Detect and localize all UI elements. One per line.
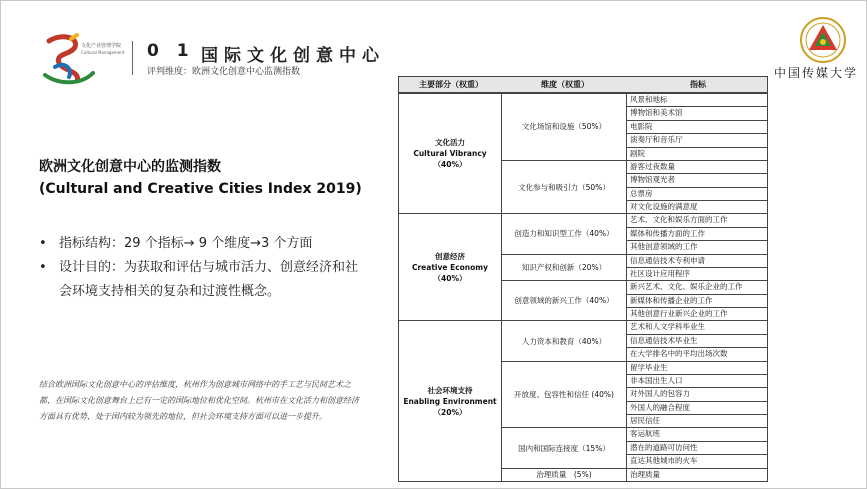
bullet-dot-icon: • bbox=[39, 236, 47, 251]
header-divider bbox=[132, 41, 133, 75]
section-weight: （40%） bbox=[433, 273, 467, 283]
indicator-cell: 治理质量 bbox=[626, 468, 768, 482]
indicator-cell: 在大学排名中的平均出场次数 bbox=[626, 347, 768, 361]
section-number: 0 1 bbox=[147, 41, 195, 61]
indicator-cell: 艺术和人文学科毕业生 bbox=[626, 320, 768, 334]
bullet-item bbox=[39, 232, 369, 256]
indicator-cell: 外国人的融合程度 bbox=[626, 401, 768, 415]
indicator-cell: 对外国人的包容力 bbox=[626, 387, 768, 401]
svg-text:文化产业管理学院: 文化产业管理学院 bbox=[81, 43, 122, 49]
section-name-en: Cultural Vibrancy bbox=[413, 149, 487, 159]
dimension-cell: 国内和国际连接度（15%） bbox=[501, 427, 627, 468]
section-name-cn: 社会环境支持 bbox=[427, 385, 473, 395]
dimension-cell: 人力资本和教育（40%） bbox=[501, 320, 627, 361]
indicator-cell: 游客过夜数量 bbox=[626, 160, 768, 174]
content-title-en: (Cultural and Creative Cities Index 2019) bbox=[39, 181, 362, 197]
dimension-cell: 知识产权和创新（20%） bbox=[501, 254, 627, 282]
indicator-cell: 其他创意行业新兴企业的工作 bbox=[626, 307, 768, 321]
university-name: 中国传媒大学 bbox=[774, 66, 859, 80]
indicator-cell: 潜在的道路可访问性 bbox=[626, 441, 768, 455]
dimension-cell: 文化场馆和设施（50%） bbox=[501, 93, 627, 161]
section-cell bbox=[398, 320, 502, 482]
bullet-list bbox=[39, 232, 369, 304]
bullet-text: 设计目的：为获取和评估与城市活力、创意经济和社会环境支持相关的复杂和过渡性概念。 bbox=[59, 260, 359, 299]
section-name-en: Enabling Environment bbox=[403, 396, 497, 406]
indicator-cell: 非本国出生人口 bbox=[626, 374, 768, 388]
section-name-en: Creative Economy bbox=[411, 262, 488, 272]
section-weight: （20%） bbox=[433, 407, 467, 417]
indicator-cell: 新兴艺术、文化、娱乐企业的工作 bbox=[626, 280, 768, 294]
content-title-cn: 欧洲文化创意中心的监测指数 bbox=[39, 159, 221, 175]
indicator-cell: 博物馆观光者 bbox=[626, 173, 768, 187]
dimension-cell: 创意领域的新兴工作（40%） bbox=[501, 280, 627, 321]
indicator-cell: 留学毕业生 bbox=[626, 361, 768, 375]
indicator-cell: 博物馆和美术馆 bbox=[626, 106, 768, 120]
page-subtitle: 评判维度：欧洲文化创意中心监测指数 bbox=[147, 67, 301, 77]
dimension-cell: 文化参与和吸引力（50%） bbox=[501, 160, 627, 215]
indicator-cell: 电影院 bbox=[626, 120, 768, 134]
indicator-cell: 风景和地标 bbox=[626, 93, 768, 107]
dimension-cell: 创造力和知识型工作（40%） bbox=[501, 213, 627, 254]
bullet-item bbox=[39, 256, 369, 304]
indicator-cell: 媒体和传播方面的工作 bbox=[626, 227, 768, 241]
indicator-cell: 对文化设施的满意度 bbox=[626, 200, 768, 214]
indicator-cell: 艺术、文化和娱乐方面的工作 bbox=[626, 213, 768, 227]
svg-text:Cultural Management: Cultural Management bbox=[81, 50, 125, 55]
page-title: 国际文化创意中心 bbox=[201, 46, 385, 66]
school-logo-icon bbox=[41, 31, 131, 87]
indicator-cell: 直达其他城市的火车 bbox=[626, 454, 768, 468]
index-table bbox=[398, 76, 768, 481]
indicator-cell: 其他创意领域的工作 bbox=[626, 240, 768, 254]
table-header-indicator: 指标 bbox=[690, 80, 706, 89]
section-cell bbox=[398, 93, 502, 214]
university-emblem-icon bbox=[799, 16, 847, 64]
table-header-dimension: 维度（权重） bbox=[541, 80, 589, 89]
indicator-cell: 总票房 bbox=[626, 187, 768, 201]
summary-note: 结合欧洲国际文化创意中心的评估维度，杭州作为创意城市网络中的手工艺与民间艺术之都，在国际文化创意舞台上已有一定的国际地位和优化空间。杭州市在文化活力和创意经济方面具有优势，处于国内较为领先的地位，但社会环境支持方面可以进一步提升。 bbox=[39, 380, 359, 421]
indicator-cell: 客运航班 bbox=[626, 427, 768, 441]
indicator-cell: 信息通信技术专利申请 bbox=[626, 254, 768, 268]
indicator-cell: 剧院 bbox=[626, 147, 768, 161]
table-header-section: 主要部分（权重） bbox=[419, 80, 483, 89]
section-name-cn: 创意经济 bbox=[434, 251, 465, 261]
section-cell bbox=[398, 213, 502, 321]
table-header-row bbox=[398, 76, 768, 93]
bullet-text: 指标结构：29 个指标→ 9 个维度→3 个方面 bbox=[59, 236, 313, 251]
indicator-cell: 新媒体和传播企业的工作 bbox=[626, 294, 768, 308]
section-weight: （40%） bbox=[433, 160, 467, 170]
section-name-cn: 文化活力 bbox=[434, 138, 465, 148]
indicator-cell: 社区设计应用程序 bbox=[626, 267, 768, 281]
bullet-dot-icon: • bbox=[39, 260, 47, 275]
table-body bbox=[398, 93, 768, 481]
indicator-cell: 演奏厅和音乐厅 bbox=[626, 133, 768, 147]
dimension-cell: 治理质量 (5%) bbox=[501, 468, 627, 482]
dimension-cell: 开放度、包容性和信任 (40%) bbox=[501, 361, 627, 429]
indicator-cell: 居民信任 bbox=[626, 414, 768, 428]
indicator-cell: 信息通信技术毕业生 bbox=[626, 334, 768, 348]
